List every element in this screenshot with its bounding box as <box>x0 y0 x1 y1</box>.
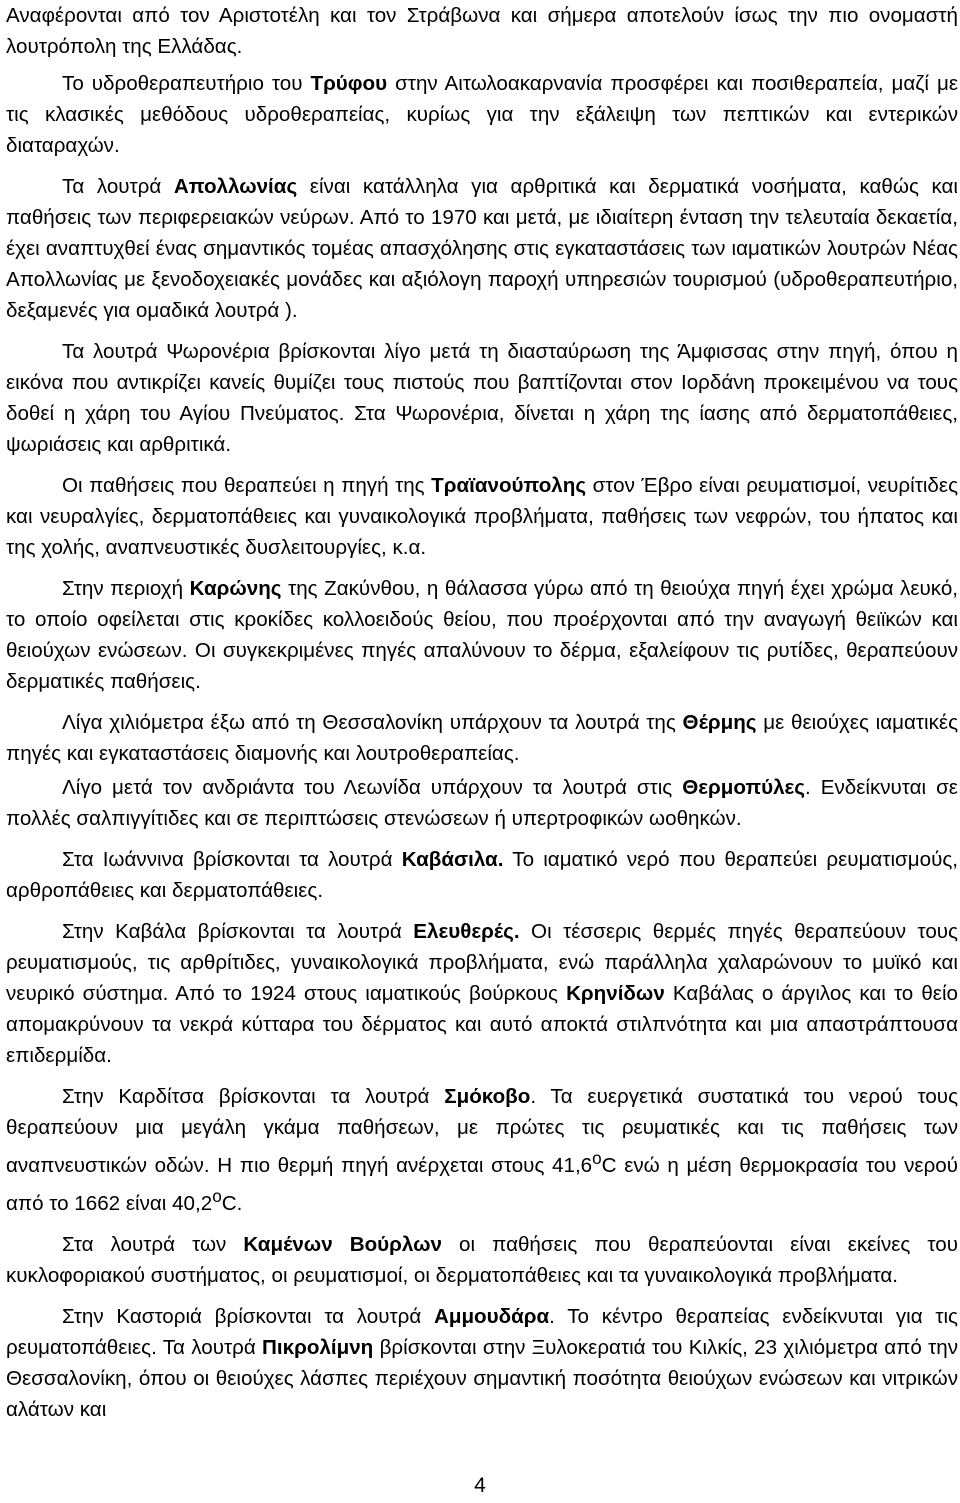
paragraph-eleftheres <box>6 916 958 1071</box>
paragraph-text: Τα λουτρά Ψωρονέρια βρίσκονται λίγο μετά τη διασταύρωση της Άμφισσας στην πηγή, όπου η εικόνα που αντικρίζει κανείς θυμίζει τους πιστούς που βαπτίζονται στον Ιορδάνη προκειμένου να τους δοθεί η χάρη του Αγίου Πνεύματος. Στα Ψωρονέρια, δίνεται η χάρη της ίασης από δερματοπάθειες, ψωριάσεις και αρθριτικά. <box>6 340 958 456</box>
bold-place-name: Σμόκοβο <box>444 1085 531 1108</box>
bold-place-name: Κρηνίδων <box>566 982 665 1005</box>
paragraph-text: Το ιαματικό νερό που θεραπεύει ρευματισμούς, αρθροπάθειες και δερματοπάθειες. <box>6 848 958 902</box>
paragraph-text: Στην περιοχή <box>62 577 190 600</box>
paragraph-text: Αναφέρονται από τον Αριστοτέλη και τον Στράβωνα και σήμερα αποτελούν ίσως την πιο ονομαστή λουτρόπολη της Ελλάδας. <box>6 4 958 58</box>
paragraph-thermopyles <box>6 772 958 834</box>
paragraph-text: Στην Καστοριά βρίσκονται τα λουτρά <box>62 1304 434 1328</box>
paragraph-text: της Ζακύνθου, η θάλασσα γύρω από τη θειούχα πηγή έχει χρώμα λευκό, το οποίο οφείλεται στις κροκίδες κολλοειδούς θείου, που προέρχονται από την αναγωγή θειϊκών και θειούχων ενώσεων. Οι συγκεκριμένες πηγές απαλύνουν το δέρμα, εξαλείφουν τις ρυτίδες, θεραπεύουν δερματικές παθήσεις. <box>6 577 958 693</box>
paragraph-ammoudara <box>6 1301 958 1425</box>
paragraph-text: οι παθήσεις που θεραπεύονται είναι εκείνες του κυκλοφοριακού συστήματος, οι ρευματισμοί, οι δερματοπάθειες και τα γυναικολογικά προβλήματα. <box>6 1232 958 1287</box>
document-page <box>6 0 958 1435</box>
paragraph-text: Στα λουτρά των <box>62 1232 244 1256</box>
paragraph-text: στην Αιτωλοακαρνανία προσφέρει και ποσιθεραπεία, μαζί με τις κλασικές μεθόδους υδροθεραπείας, κυρίως για την εξάλειψη των πεπτικών και εντερικών διαταραχών. <box>6 72 959 157</box>
paragraph-smokovo <box>6 1081 958 1219</box>
degree-superscript: o <box>212 1185 222 1206</box>
bold-place-name: Τραϊανούπολης <box>431 474 587 497</box>
paragraph-text: βρίσκονται στην Ξυλοκερατιά του Κιλκίς, 23 χιλιόμετρα από την Θεσσαλονίκη, όπου οι θειούχες λάσπες περιέχουν σημαντική ποσότητα θειούχων ενώσεων και νιτρικών αλάτων και <box>6 1335 958 1421</box>
paragraph-text: με θειούχες ιαματικές πηγές και εγκαταστάσεις διαμονής και λουτροθεραπείας. <box>6 711 958 765</box>
paragraph-kavasila <box>6 844 958 906</box>
paragraph-text: Στην Καρδίτσα βρίσκονται τα λουτρά <box>62 1085 445 1108</box>
bold-place-name: Καρώνης <box>189 577 282 600</box>
bold-place-name: Πικρολίμνη <box>262 1335 374 1359</box>
paragraph-text: C ενώ η μέση θερμοκρασία του νερού από το 1662 είναι 40,2 <box>6 1153 959 1215</box>
bold-place-name: Θερμοπύλες <box>682 776 806 799</box>
paragraph-text: είναι κατάλληλα για αρθριτικά και δερματικά νοσήματα, καθώς και παθήσεις των περιφερειακών νεύρων. Από το 1970 και μετά, με ιδιαίτερη ένταση την τελευταία δεκαετία, έχει αναπτυχθεί ένας σημαντικός τομέας απασχόλησης στις εγκαταστάσεις των ιαματικών λουτρών Νέας Απολλωνίας με ξενοδοχειακές μονάδες και αξιόλογη παροχή υπηρεσιών τουρισμού (υδροθεραπευτήριο, δεξαμενές για ομαδικά λουτρά ). <box>6 175 958 322</box>
paragraph-text: Το υδροθεραπευτήριο του <box>62 72 311 95</box>
paragraph-text: . Τα ευεργετικά συστατικά του νερού τους θεραπεύουν μια μεγάλη γκάμα παθήσεων, με πρώτες τις ρευματικές και τις παθήσεις των αναπνευστικών οδών. Η πιο θερμή πηγή ανέρχεται στους 41,6 <box>6 1085 958 1177</box>
paragraph-text: . Ενδείκνυται σε πολλές σαλπιγγίτιδες και σε περιπτώσεις στενώσεων ή υπερτροφικών ωοθηκών. <box>6 776 958 830</box>
degree-superscript: o <box>592 1148 602 1168</box>
paragraph-psoroneria <box>6 336 958 460</box>
paragraph-aristotle <box>6 0 958 62</box>
paragraph-text: στον Έβρο είναι ρευματισμοί, νευρίτιδες και νευραλγίες, δερματοπάθειες και γυναικολογικά προβλήματα, παθήσεις των νεφρών, του ήπατος και της χολής, αναπνευστικές δυσλειτουργίες, κ.α. <box>6 474 958 559</box>
paragraph-text: Λίγα χιλιόμετρα έξω από τη Θεσσαλονίκη υπάρχουν τα λουτρά της <box>62 711 683 734</box>
paragraph-text: Στα Ιωάννινα βρίσκονται τα λουτρά <box>62 848 402 871</box>
bold-place-name: Θέρμης <box>682 711 757 734</box>
paragraph-text: Καβάλας ο άργιλος και το θείο απομακρύνουν τα νεκρά κύτταρα του δέρματος και αυτό αποκτά στιλπνότητα και μια απαστράπτουσα επιδερμίδα. <box>6 982 958 1067</box>
paragraph-text: . Το κέντρο θεραπείας ενδείκνυται για τις ρευματοπάθειες. Τα λουτρά <box>6 1304 958 1359</box>
paragraph-apollonia <box>6 171 958 326</box>
bold-place-name: Καβάσιλα. <box>401 848 504 871</box>
bold-place-name: Τρύφου <box>310 72 388 95</box>
bold-place-name: Αμμουδάρα <box>433 1304 550 1328</box>
paragraph-tryfos <box>6 68 958 161</box>
paragraph-karonis <box>6 573 958 697</box>
paragraph-text: Οι παθήσεις που θεραπεύει η πηγή της <box>62 474 432 497</box>
paragraph-traianoupoli <box>6 470 958 563</box>
paragraph-text: Λίγο μετά τον ανδριάντα του Λεωνίδα υπάρχουν τα λουτρά στις <box>62 776 683 799</box>
paragraph-text: Τα λουτρά <box>62 175 174 198</box>
paragraph-thermi <box>6 707 958 769</box>
bold-place-name: Απολλωνίας <box>173 175 298 198</box>
paragraph-text: C. <box>221 1191 243 1215</box>
page-number: 4 <box>474 1474 486 1497</box>
paragraph-text: Οι τέσσερις θερμές πηγές θεραπεύουν τους ρευματισμούς, τις αρθρίτιδες, γυναικολογικά προβλήματα, ενώ παράλληλα χαλαρώνουν το μυϊκό και νευρικό σύστημα. Από το 1924 στους ιαματικούς βούρκους <box>6 920 958 1005</box>
bold-place-name: Καμένων Βούρλων <box>243 1232 442 1256</box>
paragraph-kamena-vourla <box>6 1229 958 1291</box>
bold-place-name: Ελευθερές. <box>413 920 520 943</box>
paragraph-text: Στην Καβάλα βρίσκονται τα λουτρά <box>62 920 414 943</box>
